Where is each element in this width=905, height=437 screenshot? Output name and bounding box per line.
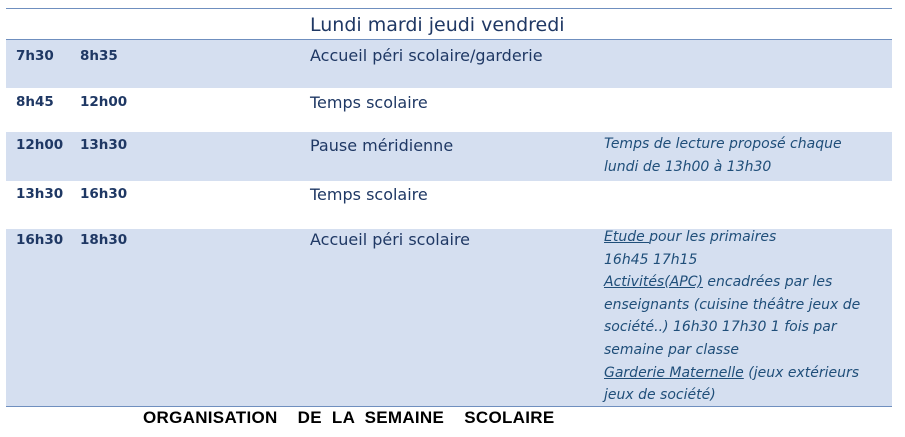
table-row (6, 132, 892, 181)
end-time: 8h35 (80, 48, 118, 64)
start-time: 12h00 (16, 137, 64, 153)
row-note (604, 226, 884, 407)
page-title: ORGANISATION DE LA SEMAINE SCOLAIRE (143, 408, 555, 427)
end-time: 18h30 (80, 232, 128, 248)
note-text: pour les primaires (649, 229, 777, 245)
table-row (6, 40, 892, 88)
activity-label: Accueil péri scolaire/garderie (310, 46, 543, 65)
schedule-table (6, 8, 892, 407)
table-row (6, 181, 892, 229)
table-row (6, 88, 892, 132)
note-text: 16h45 17h15 (604, 251, 698, 268)
note-text: (jeux extérieurs jeux de société) (604, 364, 860, 404)
garderie-link: Garderie Maternelle (604, 364, 744, 381)
table-row (6, 229, 892, 407)
start-time: 13h30 (16, 186, 64, 202)
activity-label: Pause méridienne (310, 136, 454, 155)
start-time: 16h30 (16, 232, 64, 248)
activity-label: Temps scolaire (310, 93, 428, 112)
apc-link: Activités(APC) (604, 274, 703, 291)
note-line: Temps de lecture proposé chaque (604, 136, 842, 152)
header-title: Lundi mardi jeudi vendredi (310, 14, 565, 36)
note-text: encadrées par les enseignants (cuisine théâtre jeux de société..) 16h30 17h30 1 fois par semaine par classe (604, 274, 861, 358)
activity-label: Temps scolaire (310, 185, 428, 204)
end-time: 13h30 (80, 137, 128, 153)
table-header (6, 8, 892, 40)
etude-link: Etude (604, 229, 650, 245)
start-time: 7h30 (16, 48, 54, 64)
note-line: lundi de 13h00 à 13h30 (604, 158, 772, 175)
end-time: 16h30 (80, 186, 128, 202)
start-time: 8h45 (16, 94, 54, 110)
row-note (604, 133, 884, 178)
end-time: 12h00 (80, 94, 128, 110)
activity-label: Accueil péri scolaire (310, 230, 471, 249)
